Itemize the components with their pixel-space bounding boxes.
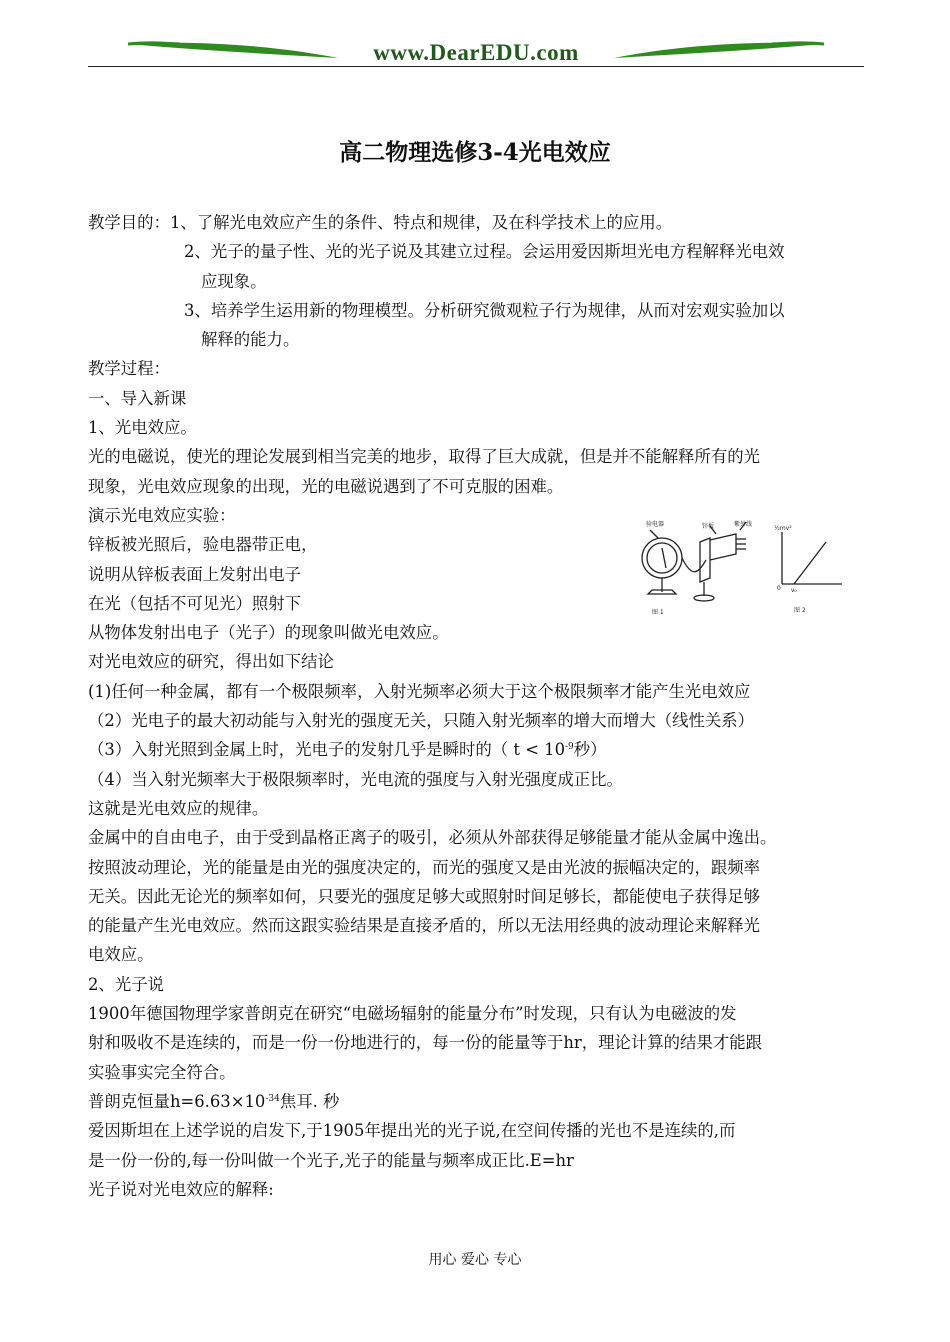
text-line: 实验事实完全符合。 xyxy=(88,1062,236,1082)
exponent: -34 xyxy=(265,1093,280,1104)
text-line: 说明从锌板表面上发射出电子 xyxy=(88,564,302,584)
text-line: 1、光电效应。 xyxy=(88,418,197,438)
exponent: -9 xyxy=(565,742,574,753)
text-line: 锌板被光照后，验电器带正电， xyxy=(88,535,318,555)
axis-v0-label: ν₀ xyxy=(791,587,797,594)
site-banner xyxy=(88,30,864,70)
photoelectric-experiment-figure xyxy=(636,518,860,618)
text-line: 爱因斯坦在上述学说的启发下,于1905年提出光的光子说,在空间传播的光也不是连续的,而 xyxy=(88,1121,736,1141)
text-line: 一、导入新课 xyxy=(88,388,187,408)
text-line: 解释的能力。 xyxy=(201,330,300,350)
svg-text:紫外线: 紫外线 xyxy=(734,521,753,528)
text-line: (1)任何一种金属，都有一个极限频率，入射光频率必须大于这个极限频率才能产生光电效应 xyxy=(88,681,751,701)
text-line: 应现象。 xyxy=(201,271,267,291)
header-divider xyxy=(88,66,864,67)
text-line: （4）当入射光频率大于极限频率时，光电流的强度与入射光强度成正比。 xyxy=(88,769,623,789)
text-line: 现象，光电效应现象的出现，光的电磁说遇到了不可克服的困难。 xyxy=(88,476,564,496)
text-fragment: （3）入射光照到金属上时，光电子的发射几乎是瞬时的（ t < 10 xyxy=(88,740,565,760)
text-line: 教学目的：1、了解光电效应产生的条件、特点和规律，及在科学技术上的应用。 xyxy=(88,213,673,232)
text-line xyxy=(88,1087,878,1116)
document-body xyxy=(88,208,878,1204)
text-line: 光的电磁说，使光的理论发展到相当完美的地步，取得了巨大成就，但是并不能解释所有的光 xyxy=(88,447,761,467)
text-line: 金属中的自由电子，由于受到晶格正离子的吸引，必须从外部获得足够能量才能从金属中逸出。 xyxy=(88,828,777,848)
text-line: 从物体发射出电子（光子）的现象叫做光电效应。 xyxy=(88,623,449,643)
text-line: 教学过程： xyxy=(88,359,170,379)
axis-origin-label: 0 xyxy=(777,585,781,592)
text-line: 演示光电效应实验： xyxy=(88,505,236,525)
text-line: 无关。因此无论光的频率如何，只要光的强度足够大或照射时间足够长，都能使电子获得足够 xyxy=(88,886,761,906)
page-title: 高二物理选修3-4光电效应 xyxy=(339,139,611,166)
text-line: 这就是光电效应的规律。 xyxy=(88,798,269,818)
figure-1-label: 图 1 xyxy=(652,609,664,616)
text-fragment: 焦耳. 秒 xyxy=(279,1091,340,1111)
electroscope-apparatus-illustration xyxy=(636,518,860,618)
page-footer: 用心 爱心 专心 xyxy=(428,1252,522,1268)
text-line: 2、光子的量子性、光的光子说及其建立过程。会运用爱因斯坦光电方程解释光电效 xyxy=(184,242,785,262)
text-line: 3、培养学生运用新的物理模型。分析研究微观粒子行为规律，从而对宏观实验加以 xyxy=(184,300,785,320)
text-line: 对光电效应的研究，得出如下结论 xyxy=(88,652,334,672)
text-line: 按照波动理论，光的能量是由光的强度决定的，而光的强度又是由光波的振幅决定的，跟频率 xyxy=(88,857,761,877)
svg-text:½mv²: ½mv² xyxy=(774,525,792,532)
text-line: （2）光电子的最大初动能与入射光的强度无关，只随入射光频率的增大而增大（线性关系） xyxy=(88,711,755,731)
svg-text:验电器: 验电器 xyxy=(646,521,665,528)
figure-2-label: 图 2 xyxy=(794,607,806,614)
text-line: 1900年德国物理学家普朗克在研究“电磁场辐射的能量分布”时发现，只有认为电磁波的发 xyxy=(88,1004,737,1024)
text-line: 2、光子说 xyxy=(88,974,164,994)
site-logo-text[interactable]: www.DearEDU.com xyxy=(373,40,579,65)
text-fragment: 秒） xyxy=(573,740,607,760)
text-line: 电效应。 xyxy=(88,945,154,965)
text-line xyxy=(88,735,878,764)
text-line: 是一份一份的,每一份叫做一个光子,光子的能量与频率成正比.E=hr xyxy=(88,1150,574,1170)
text-line: 在光（包括不可见光）照射下 xyxy=(88,593,302,613)
text-line: 的能量产生光电效应。然而这跟实验结果是直接矛盾的，所以无法用经典的波动理论来解释光 xyxy=(88,916,761,936)
text-line: 光子说对光电效应的解释: xyxy=(88,1179,274,1199)
text-fragment: 普朗克恒量h=6.63×10 xyxy=(88,1091,266,1111)
svg-text:锌板: 锌板 xyxy=(702,523,715,530)
text-line: 射和吸收不是连续的，而是一份一份地进行的，每一份的能量等于hr，理论计算的结果才能跟 xyxy=(88,1033,763,1053)
